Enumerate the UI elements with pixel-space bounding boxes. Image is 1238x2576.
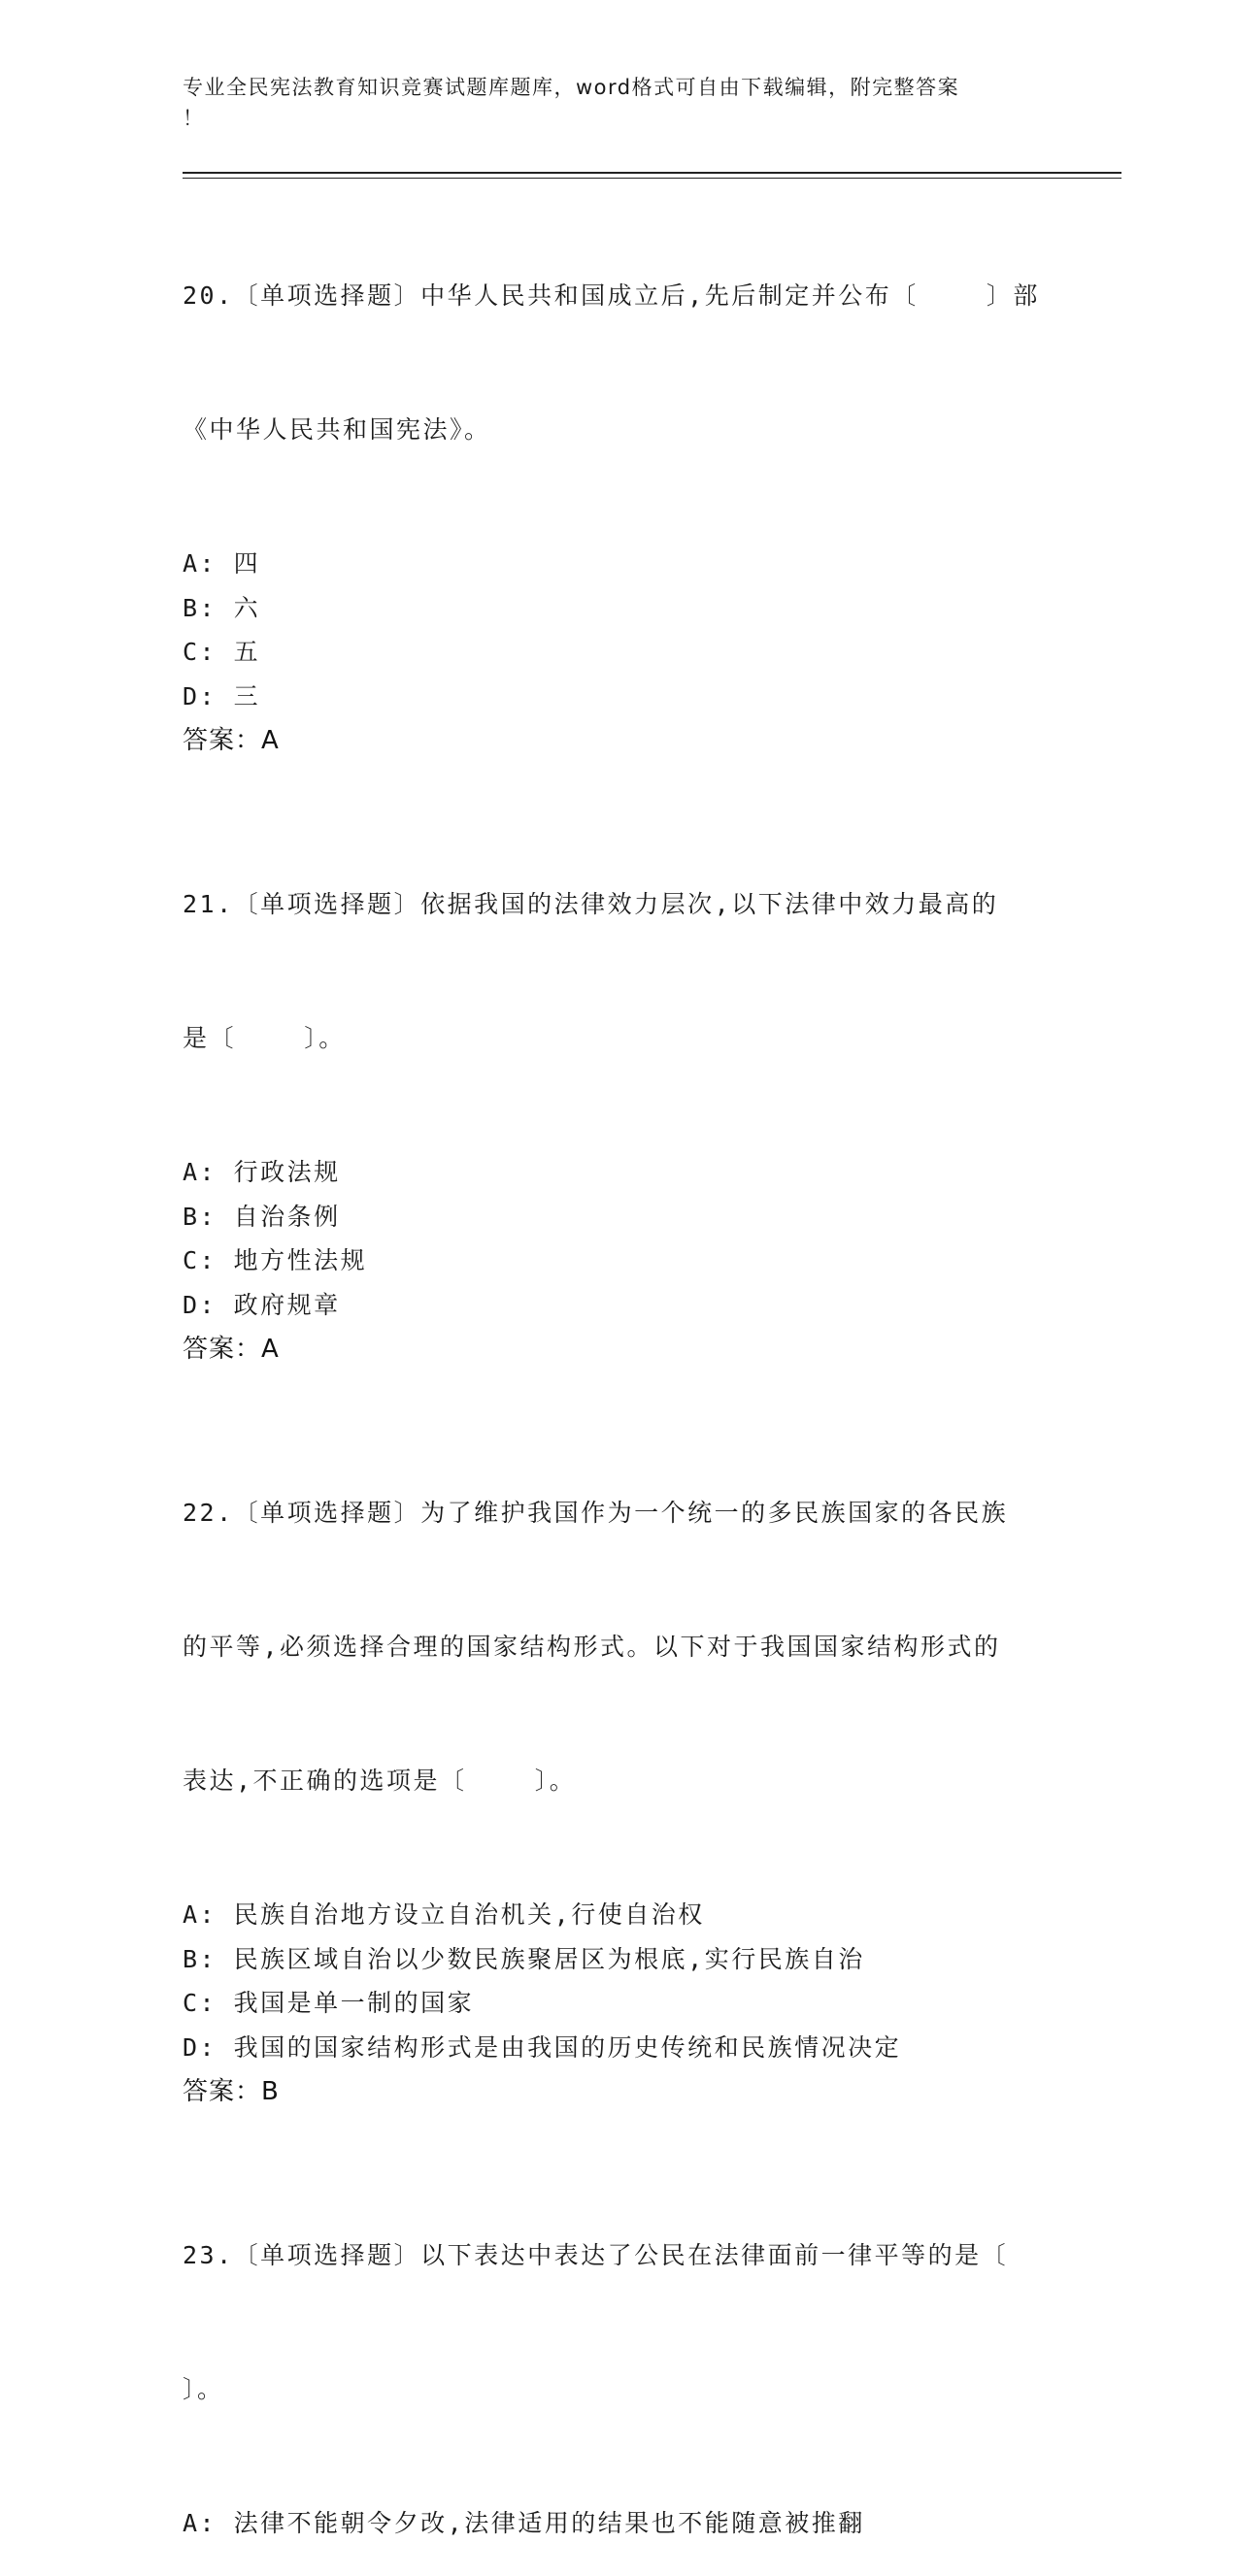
option-d: D: 政府规章 <box>183 1290 341 1319</box>
option-c: C: 地方性法规 <box>183 1246 368 1274</box>
option-b: B: 民族区域自治以少数民族聚居区为根底,实行民族自治 <box>183 1944 865 1973</box>
option-b: B: 自治条例 <box>183 1202 341 1231</box>
question-stem-line: 20.〔单项选择题〕中华人民共和国成立后,先后制定并公布〔 〕部 <box>183 281 1040 310</box>
question-20 <box>183 184 1056 763</box>
header-text-line-2: ！ <box>183 107 205 130</box>
question-22 <box>183 1402 1056 2114</box>
answer-line: 答案：B <box>183 2077 280 2106</box>
question-stem-line: 的平等,必须选择合理的国家结构形式。以下对于我国国家结构形式的 <box>183 1633 1001 1661</box>
question-stem-line: 是〔 〕。 <box>183 1024 346 1052</box>
option-c: C: 五 <box>183 638 261 666</box>
answer-line: 答案：A <box>183 1335 280 1364</box>
answer-line: 答案：A <box>183 726 280 755</box>
header-divider <box>183 172 1121 179</box>
question-stem <box>183 793 1056 1150</box>
question-stem-line: 22.〔单项选择题〕为了维护我国作为一个统一的多民族国家的各民族 <box>183 1499 1009 1527</box>
question-stem-line: 23.〔单项选择题〕以下表达中表达了公民在法律面前一律平等的是〔 <box>183 2241 1009 2269</box>
question-21 <box>183 793 1056 1371</box>
option-a: A: 法律不能朝令夕改,法律适用的结果也不能随意被推翻 <box>183 2509 865 2537</box>
header-text-line-1: 专业全民宪法教育知识竞赛试题库题库，word格式可自由下载编辑，附完整答案 <box>183 76 960 99</box>
question-stem <box>183 2144 1056 2501</box>
question-list <box>183 184 1056 2576</box>
question-stem <box>183 1402 1056 1893</box>
option-a: A: 四 <box>183 549 261 578</box>
option-d: D: 三 <box>183 681 261 710</box>
question-23 <box>183 2144 1056 2546</box>
option-d: D: 我国的国家结构形式是由我国的历史传统和民族情况决定 <box>183 2032 902 2062</box>
question-stem-line: 〕。 <box>183 2375 224 2403</box>
question-stem-line: 21.〔单项选择题〕依据我国的法律效力层次,以下法律中效力最高的 <box>183 890 999 918</box>
question-stem-line: 表达,不正确的选项是〔 〕。 <box>183 1767 577 1795</box>
option-a: A: 行政法规 <box>183 1158 341 1186</box>
option-b: B: 六 <box>183 593 261 622</box>
option-c: C: 我国是单一制的国家 <box>183 1989 475 2017</box>
question-stem-line: 《中华人民共和国宪法》。 <box>183 415 491 444</box>
option-a: A: 民族自治地方设立自治机关,行使自治权 <box>183 1900 705 1929</box>
question-stem <box>183 184 1056 542</box>
document-header <box>183 72 1037 134</box>
